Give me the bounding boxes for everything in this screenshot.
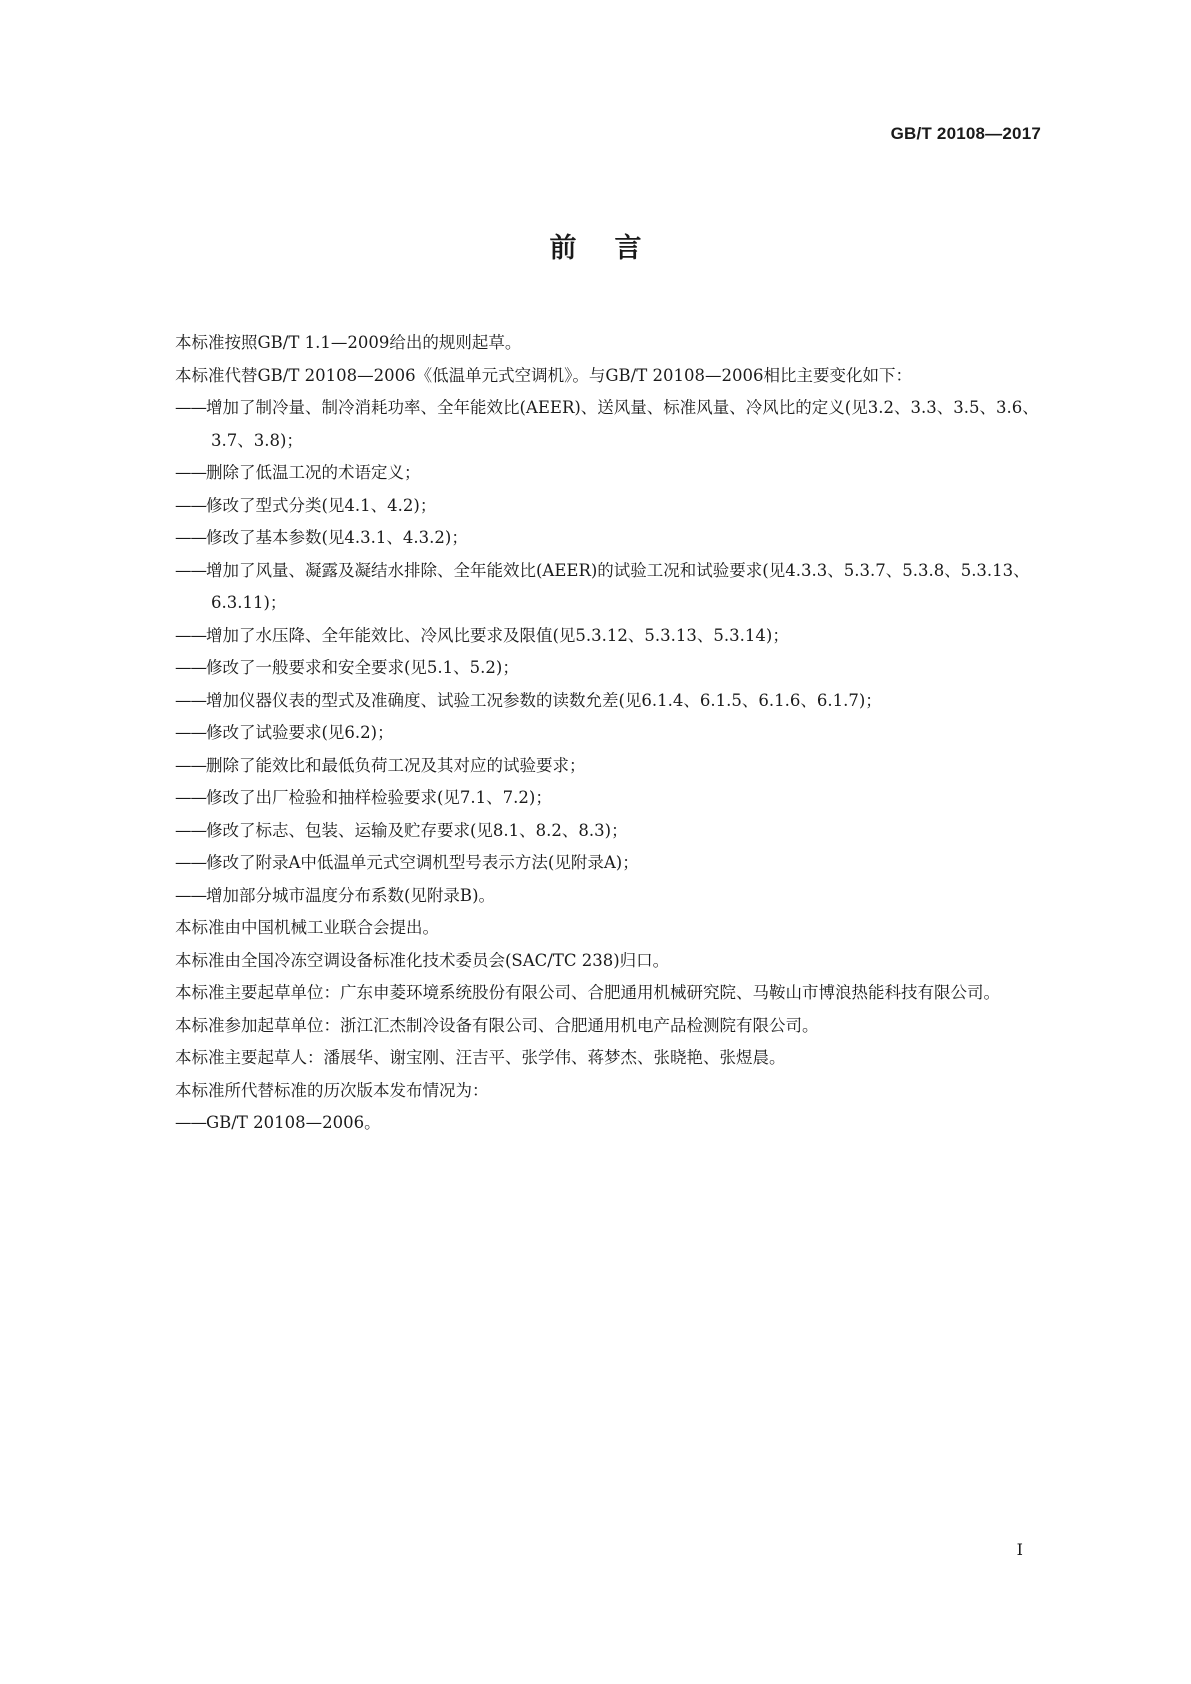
list-item — [126, 815, 1056, 848]
body-paragraph: 本标准由中国机械工业联合会提出。 — [175, 918, 439, 937]
list-item — [126, 522, 1056, 555]
list-item-text: 增加仪器仪表的型式及准确度、试验工况参数的读数允差(见6.1.4、6.1.5、6.1.6、6.1.7)； — [206, 690, 882, 710]
dash-bullet: —— — [175, 398, 206, 417]
list-item-text: 修改了标志、包装、运输及贮存要求(见8.1、8.2、8.3)； — [206, 820, 628, 840]
list-item — [126, 750, 1056, 783]
body-paragraph: 本标准参加起草单位：浙江汇杰制冷设备有限公司、合肥通用机电产品检测院有限公司。 — [175, 1015, 819, 1035]
list-item — [126, 620, 1056, 653]
body-paragraph: 本标准主要起草单位：广东申菱环境系统股份有限公司、合肥通用机械研究院、马鞍山市博浪热能科技有限公司。 — [175, 983, 1000, 1002]
body-paragraph: 本标准主要起草人：潘展华、谢宝刚、汪吉平、张学伟、蒋梦杰、张晓艳、张煜晨。 — [175, 1048, 786, 1067]
list-item-text: 删除了能效比和最低负荷工况及其对应的试验要求； — [206, 755, 586, 775]
standard-code: GB/T 20108—2017 — [890, 124, 1041, 143]
list-item-text: 修改了基本参数(见4.3.1、4.3.2)； — [206, 528, 468, 547]
history-item-text: GB/T 20108—2006。 — [206, 1113, 381, 1132]
dash-bullet: —— — [175, 853, 206, 872]
dash-bullet: —— — [175, 658, 206, 677]
intro-paragraph: 本标准代替GB/T 20108—2006《低温单元式空调机》。与GB/T 20108—2006相比主要变化如下： — [175, 365, 912, 385]
page-title: 前言 — [549, 233, 680, 264]
dash-bullet: —— — [175, 1113, 206, 1132]
page-number: I — [1016, 1540, 1023, 1559]
list-item — [126, 847, 1056, 880]
dash-bullet: —— — [175, 560, 206, 580]
list-item-text: 增加了制冷量、制冷消耗功率、全年能效比(AEER)、送风量、标准风量、冷风比的定义(见3.2、3.3、3.5、3.6、3.7、3.8)； — [206, 398, 1039, 450]
list-item — [126, 457, 1056, 490]
list-item-text: 修改了一般要求和安全要求(见5.1、5.2)； — [206, 658, 519, 677]
list-item — [126, 652, 1056, 685]
list-item-text: 修改了型式分类(见4.1、4.2)； — [206, 495, 437, 515]
list-item-text: 删除了低温工况的术语定义； — [206, 463, 421, 482]
dash-bullet: —— — [175, 528, 206, 547]
intro-paragraph: 本标准按照GB/T 1.1—2009给出的规则起草。 — [175, 333, 522, 352]
list-item-text: 增加了水压降、全年能效比、冷风比要求及限值(见5.3.12、5.3.13、5.3.14)； — [206, 625, 789, 645]
list-item — [126, 392, 1056, 457]
list-item-text: 修改了试验要求(见6.2)； — [206, 723, 394, 742]
list-item-text: 增加部分城市温度分布系数(见附录B)。 — [206, 885, 495, 905]
dash-bullet: —— — [175, 755, 206, 775]
list-item — [126, 490, 1056, 523]
list-item — [126, 782, 1056, 815]
list-item — [126, 717, 1056, 750]
list-item — [126, 685, 1056, 718]
dash-bullet: —— — [175, 463, 206, 482]
body-paragraph: 本标准由全国冷冻空调设备标准化技术委员会(SAC/TC 238)归口。 — [175, 950, 670, 970]
dash-bullet: —— — [175, 723, 206, 742]
list-item-text: 增加了风量、凝露及凝结水排除、全年能效比(AEER)的试验工况和试验要求(见4.3.3、5.3.7、5.3.8、5.3.13、6.3.11)； — [206, 560, 1030, 612]
changes-list — [126, 392, 1056, 912]
dash-bullet: —— — [175, 495, 206, 515]
body-paragraph: 本标准所代替标准的历次版本发布情况为： — [175, 1080, 489, 1100]
dash-bullet: —— — [175, 788, 206, 807]
dash-bullet: —— — [175, 820, 206, 840]
dash-bullet: —— — [175, 625, 206, 645]
dash-bullet: —— — [175, 690, 206, 710]
list-item — [126, 880, 1056, 913]
document-body — [126, 327, 1056, 1140]
list-item-text: 修改了附录A中低温单元式空调机型号表示方法(见附录A)； — [206, 853, 639, 872]
history-item — [126, 1107, 1056, 1140]
dash-bullet: —— — [175, 885, 206, 905]
list-item-text: 修改了出厂检验和抽样检验要求(见7.1、7.2)； — [206, 788, 552, 807]
list-item — [126, 555, 1056, 620]
